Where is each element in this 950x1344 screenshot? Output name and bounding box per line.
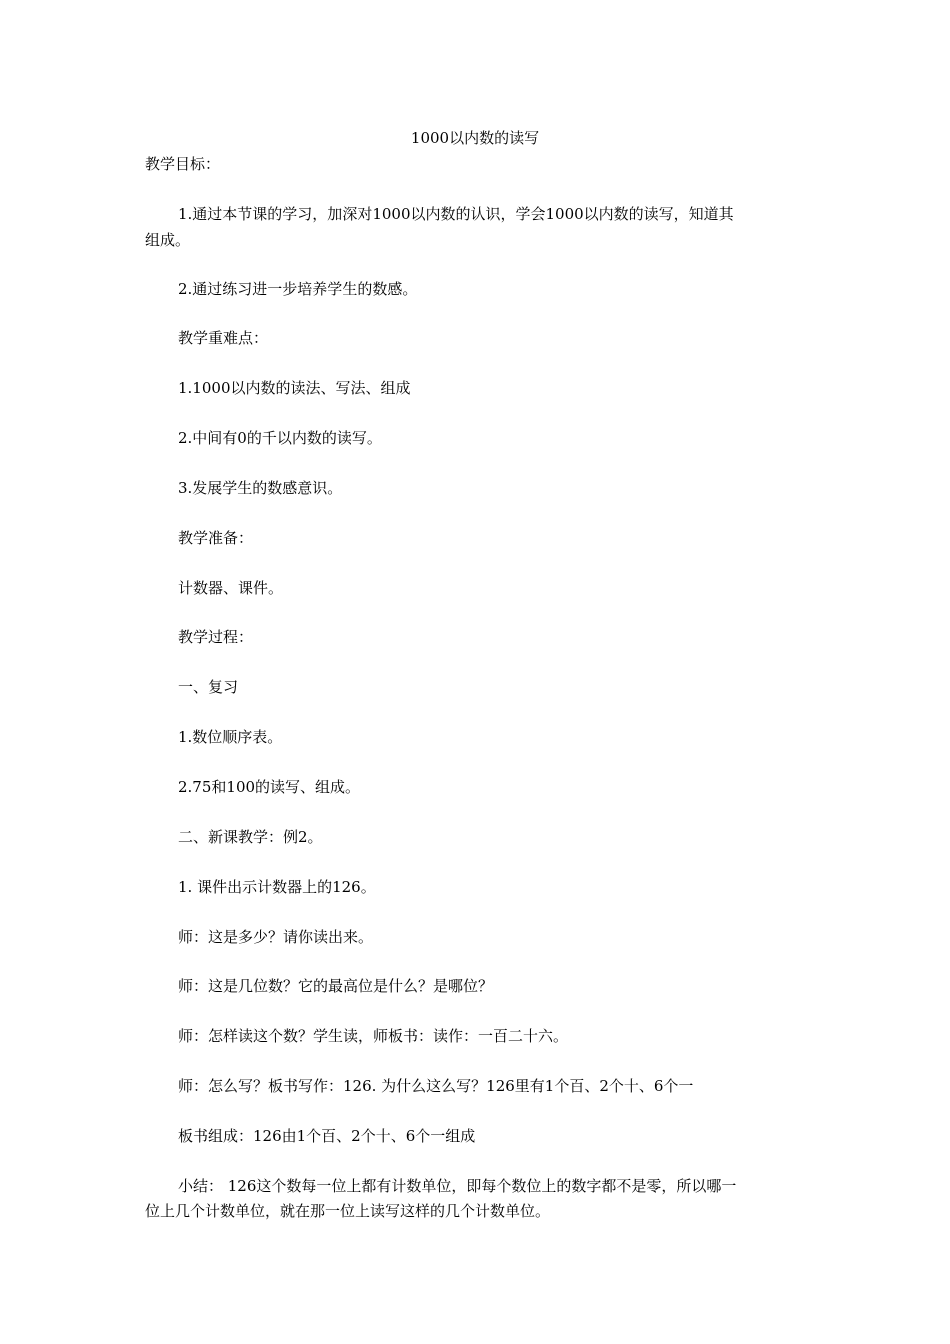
prep-items: 计数器、课件。 — [178, 579, 284, 597]
goals-heading: 教学目标： — [145, 155, 221, 173]
key-point-2: 2.中间有0的千以内数的读写。 — [178, 429, 382, 447]
section-1-heading: 一、复习 — [178, 678, 239, 696]
teacher-line-4: 师：怎么写？板书写作：126. 为什么这么写？126里有1个百、2个十、6个一 — [178, 1077, 694, 1095]
review-item-2: 2.75和100的读写、组成。 — [178, 778, 361, 796]
summary-line-1: 小结： 126这个数每一位上都有计数单位，即每个数位上的数字都不是零，所以哪一 — [178, 1177, 737, 1195]
goal-1-line-2: 组成。 — [145, 231, 191, 249]
goal-1-line-1: 1.通过本节课的学习，加深对1000以内数的认识，学会1000以内数的读写，知道其 — [178, 205, 734, 223]
key-point-3: 3.发展学生的数感意识。 — [178, 479, 343, 497]
teacher-line-1: 师：这是多少？请你读出来。 — [178, 928, 374, 946]
teacher-line-3: 师：怎样读这个数？学生读，师板书：读作：一百二十六。 — [178, 1027, 569, 1045]
process-heading: 教学过程： — [178, 628, 254, 646]
teacher-line-2: 师：这是几位数？它的最高位是什么？是哪位？ — [178, 977, 494, 995]
document-title: 1000以内数的读写 — [410, 129, 540, 147]
goal-2: 2.通过练习进一步培养学生的数感。 — [178, 280, 418, 298]
board-composition: 板书组成：126由1个百、2个十、6个一组成 — [178, 1127, 476, 1145]
review-item-1: 1.数位顺序表。 — [178, 728, 283, 746]
key-points-heading: 教学重难点： — [178, 329, 269, 347]
prep-heading: 教学准备： — [178, 529, 254, 547]
new-lesson-item-1: 1. 课件出示计数器上的126。 — [178, 878, 376, 896]
key-point-1: 1.1000以内数的读法、写法、组成 — [178, 379, 411, 397]
summary-line-2: 位上几个计数单位，就在那一位上读写这样的几个计数单位。 — [145, 1202, 551, 1220]
section-2-heading: 二、新课教学：例2。 — [178, 828, 323, 846]
